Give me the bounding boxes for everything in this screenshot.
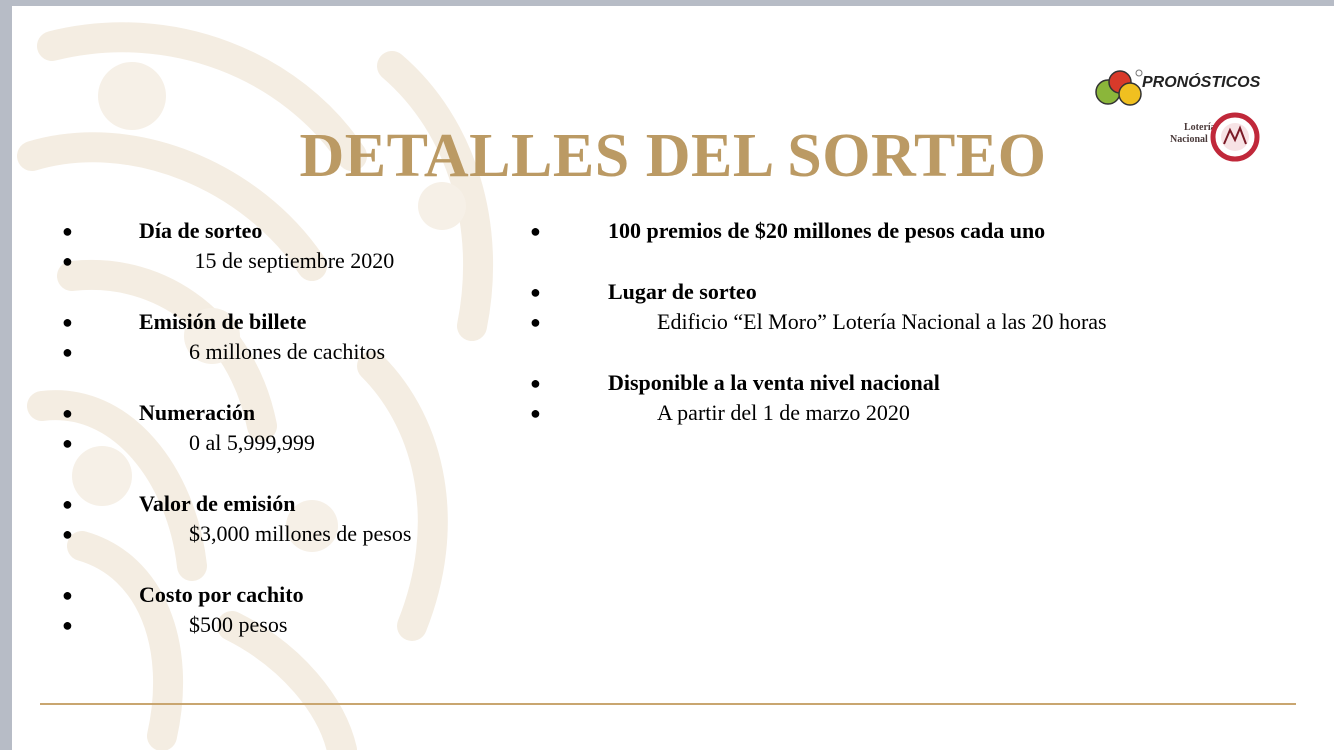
pronosticos-balls-icon xyxy=(1092,60,1146,114)
bullet-icon: ● xyxy=(62,524,73,544)
bullet-icon: ● xyxy=(62,585,73,605)
detail-value: $3,000 millones de pesos xyxy=(189,521,412,546)
slide xyxy=(12,6,1334,750)
slide-title: DETALLES DEL SORTEO xyxy=(299,122,1047,190)
footer-rule xyxy=(40,703,1296,705)
list-item xyxy=(12,489,532,519)
right-detail-list xyxy=(482,216,1302,428)
pronosticos-logo xyxy=(1092,60,1292,114)
bullet-icon: ● xyxy=(62,615,73,635)
bullet-icon: ● xyxy=(62,494,73,514)
list-item xyxy=(12,337,532,367)
list-item xyxy=(482,216,1302,246)
list-item xyxy=(482,307,1302,337)
bullet-icon: ● xyxy=(530,403,541,423)
detail-value: $500 pesos xyxy=(189,612,288,637)
detail-heading: Lugar de sorteo xyxy=(608,279,757,304)
list-item xyxy=(482,277,1302,307)
bullet-icon: ● xyxy=(62,312,73,332)
left-detail-list xyxy=(12,216,532,640)
detail-heading: 100 premios de $20 millones de pesos cada uno xyxy=(608,218,1046,243)
bullet-icon: ● xyxy=(530,282,541,302)
bullet-icon: ● xyxy=(62,342,73,362)
list-item xyxy=(12,398,532,428)
detail-heading: Costo por cachito xyxy=(139,582,304,607)
bullet-icon: ● xyxy=(530,221,541,241)
pronosticos-wordmark: PRONÓSTICOS xyxy=(1142,74,1261,91)
detail-heading: Disponible a la venta nivel nacional xyxy=(608,370,940,395)
list-item xyxy=(12,307,532,337)
list-item xyxy=(12,610,532,640)
detail-heading: Valor de emisión xyxy=(139,491,296,516)
bullet-icon: ● xyxy=(530,312,541,332)
list-item xyxy=(12,519,532,549)
detail-value: Edificio “El Moro” Lotería Nacional a las 20 horas xyxy=(657,309,1107,334)
loteria-wordmark-line1: Lotería xyxy=(1184,122,1216,133)
detail-heading: Emisión de billete xyxy=(139,309,307,334)
detail-heading: Numeración xyxy=(139,400,256,425)
detail-value: A partir del 1 de marzo 2020 xyxy=(657,400,910,425)
detail-value: 6 millones de cachitos xyxy=(189,339,386,364)
list-item xyxy=(12,246,532,276)
list-item xyxy=(12,580,532,610)
bullet-icon: ● xyxy=(62,221,73,241)
detail-value: 15 de septiembre 2020 xyxy=(189,248,395,273)
bullet-icon: ● xyxy=(530,373,541,393)
bullet-icon: ● xyxy=(62,251,73,271)
bullet-icon: ● xyxy=(62,433,73,453)
bullet-icon: ● xyxy=(62,403,73,423)
list-item xyxy=(482,368,1302,398)
detail-heading: Día de sorteo xyxy=(139,218,263,243)
list-item xyxy=(12,216,532,246)
detail-value: 0 al 5,999,999 xyxy=(189,430,315,455)
list-item xyxy=(482,398,1302,428)
loteria-wordmark-line2: Nacional xyxy=(1170,134,1208,145)
list-item xyxy=(12,428,532,458)
